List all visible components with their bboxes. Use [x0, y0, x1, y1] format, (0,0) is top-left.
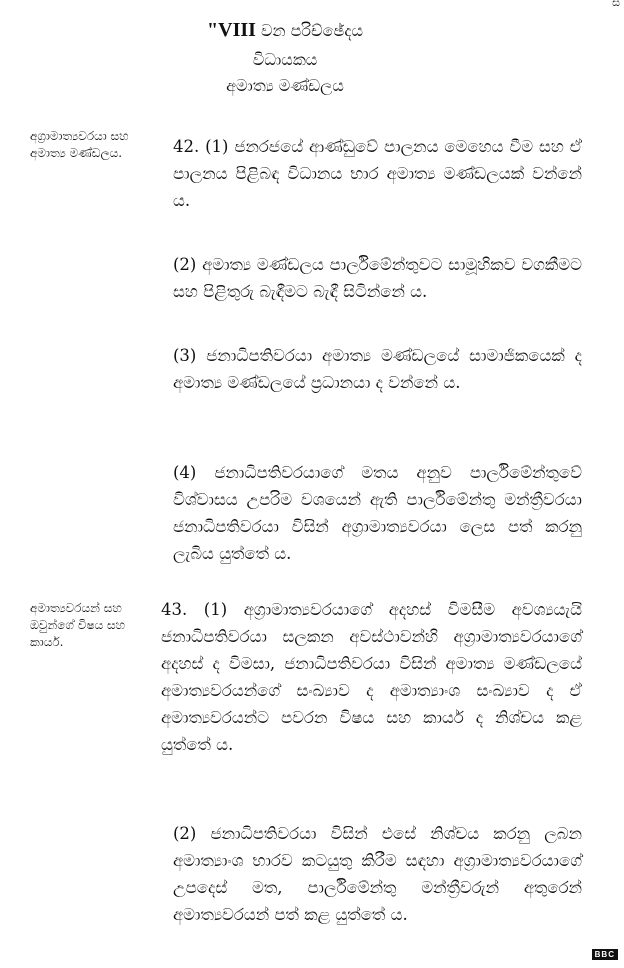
article-42-4: (4) ජනාධිපතිවරයාගේ මතය අනුව පාර්ලිමේන්තුවේ විශ්වාසය උපරිම වශයෙන් ඇති පාර්ලිමේන්තු මන්ත්‍රීවරයා ජනාධිපතිවරයා විසින් අග්‍රාමාත්‍යවරයා ලෙස පත් කරනු ලැබිය යුත්තේ ය. — [173, 463, 582, 563]
bbc-watermark: BBC — [592, 949, 618, 960]
corner-fragment: ස — [612, 0, 620, 9]
article-42-1: 42. (1) ජනරජයේ ආණ්ඩුවේ පාලනය මෙහෙය වීම සහ ඒ පාලනය පිළිබඳ විධානය භාර අමාත්‍ය මණ්ඩලයක් වන්නේ ය. — [173, 137, 582, 210]
chapter-heading — [160, 20, 410, 41]
article-42-2: (2) අමාත්‍ය මණ්ඩලය පාර්ලිමේන්තුවට සාමූහිකව වගකීමට සහ පිළිතුරු බැඳීමට බැඳී සිටින්නේ ය. — [173, 255, 582, 301]
article-42-3: (3) ජනාධිපතිවරයා අමාත්‍ය මණ්ඩලයේ සාමාජිකයෙක් ද අමාත්‍ය මණ්ඩලයේ ප්‍රධානයා ද වන්නේ ය. — [173, 346, 582, 392]
part-title: විධායකය — [252, 50, 318, 69]
chapter-label: වන පරිච්ඡේදය — [255, 21, 363, 40]
margin-note-43: අමාත්‍යවරයන් සහ ඔවුන්ගේ විෂය සහ කාර්ය. — [30, 601, 126, 649]
article-43-2: (2) ජනාධිපතිවරයා විසින් එසේ නිශ්චය කරනු ලබන අමාත්‍යාංශ භාරව කටයුතු කිරීම සඳහා අග්‍රාමාත්‍යවරයාගේ උපදෙස් මත, පාර්ලිමේන්තු මන්ත්‍රීවරුන් අතුරෙන් අමාත්‍යවරයන් පත් කළ යුත්තේ ය. — [173, 824, 582, 924]
chapter-number: "VIII — [207, 19, 256, 41]
article-43-1: 43. (1) අග්‍රාමාත්‍යවරයාගේ අදහස් විමසීම අවශ්‍යයැයි ජනාධිපතිවරයා සලකන අවස්ථාවන්හි අග්‍රාමාත්‍යවරයාගේ අදහස් ද විමසා, ජනාධිපතිවරයා විසින් අමාත්‍ය මණ්ඩලයේ අමාත්‍යවරයන්ගේ සංඛ්‍යාව ද අමාත්‍යාංශ සංඛ්‍යාව ද ඒ අමාත්‍යවරයන්ට පවරන විෂය සහ කාර්ය ද නිශ්චය කළ යුත්තේ ය. — [161, 600, 582, 754]
margin-note-42: අග්‍රාමාත්‍යවරයා සහ අමාත්‍ය මණ්ඩලය. — [30, 129, 129, 160]
section-title: අමාත්‍ය මණ්ඩලය — [226, 76, 344, 95]
